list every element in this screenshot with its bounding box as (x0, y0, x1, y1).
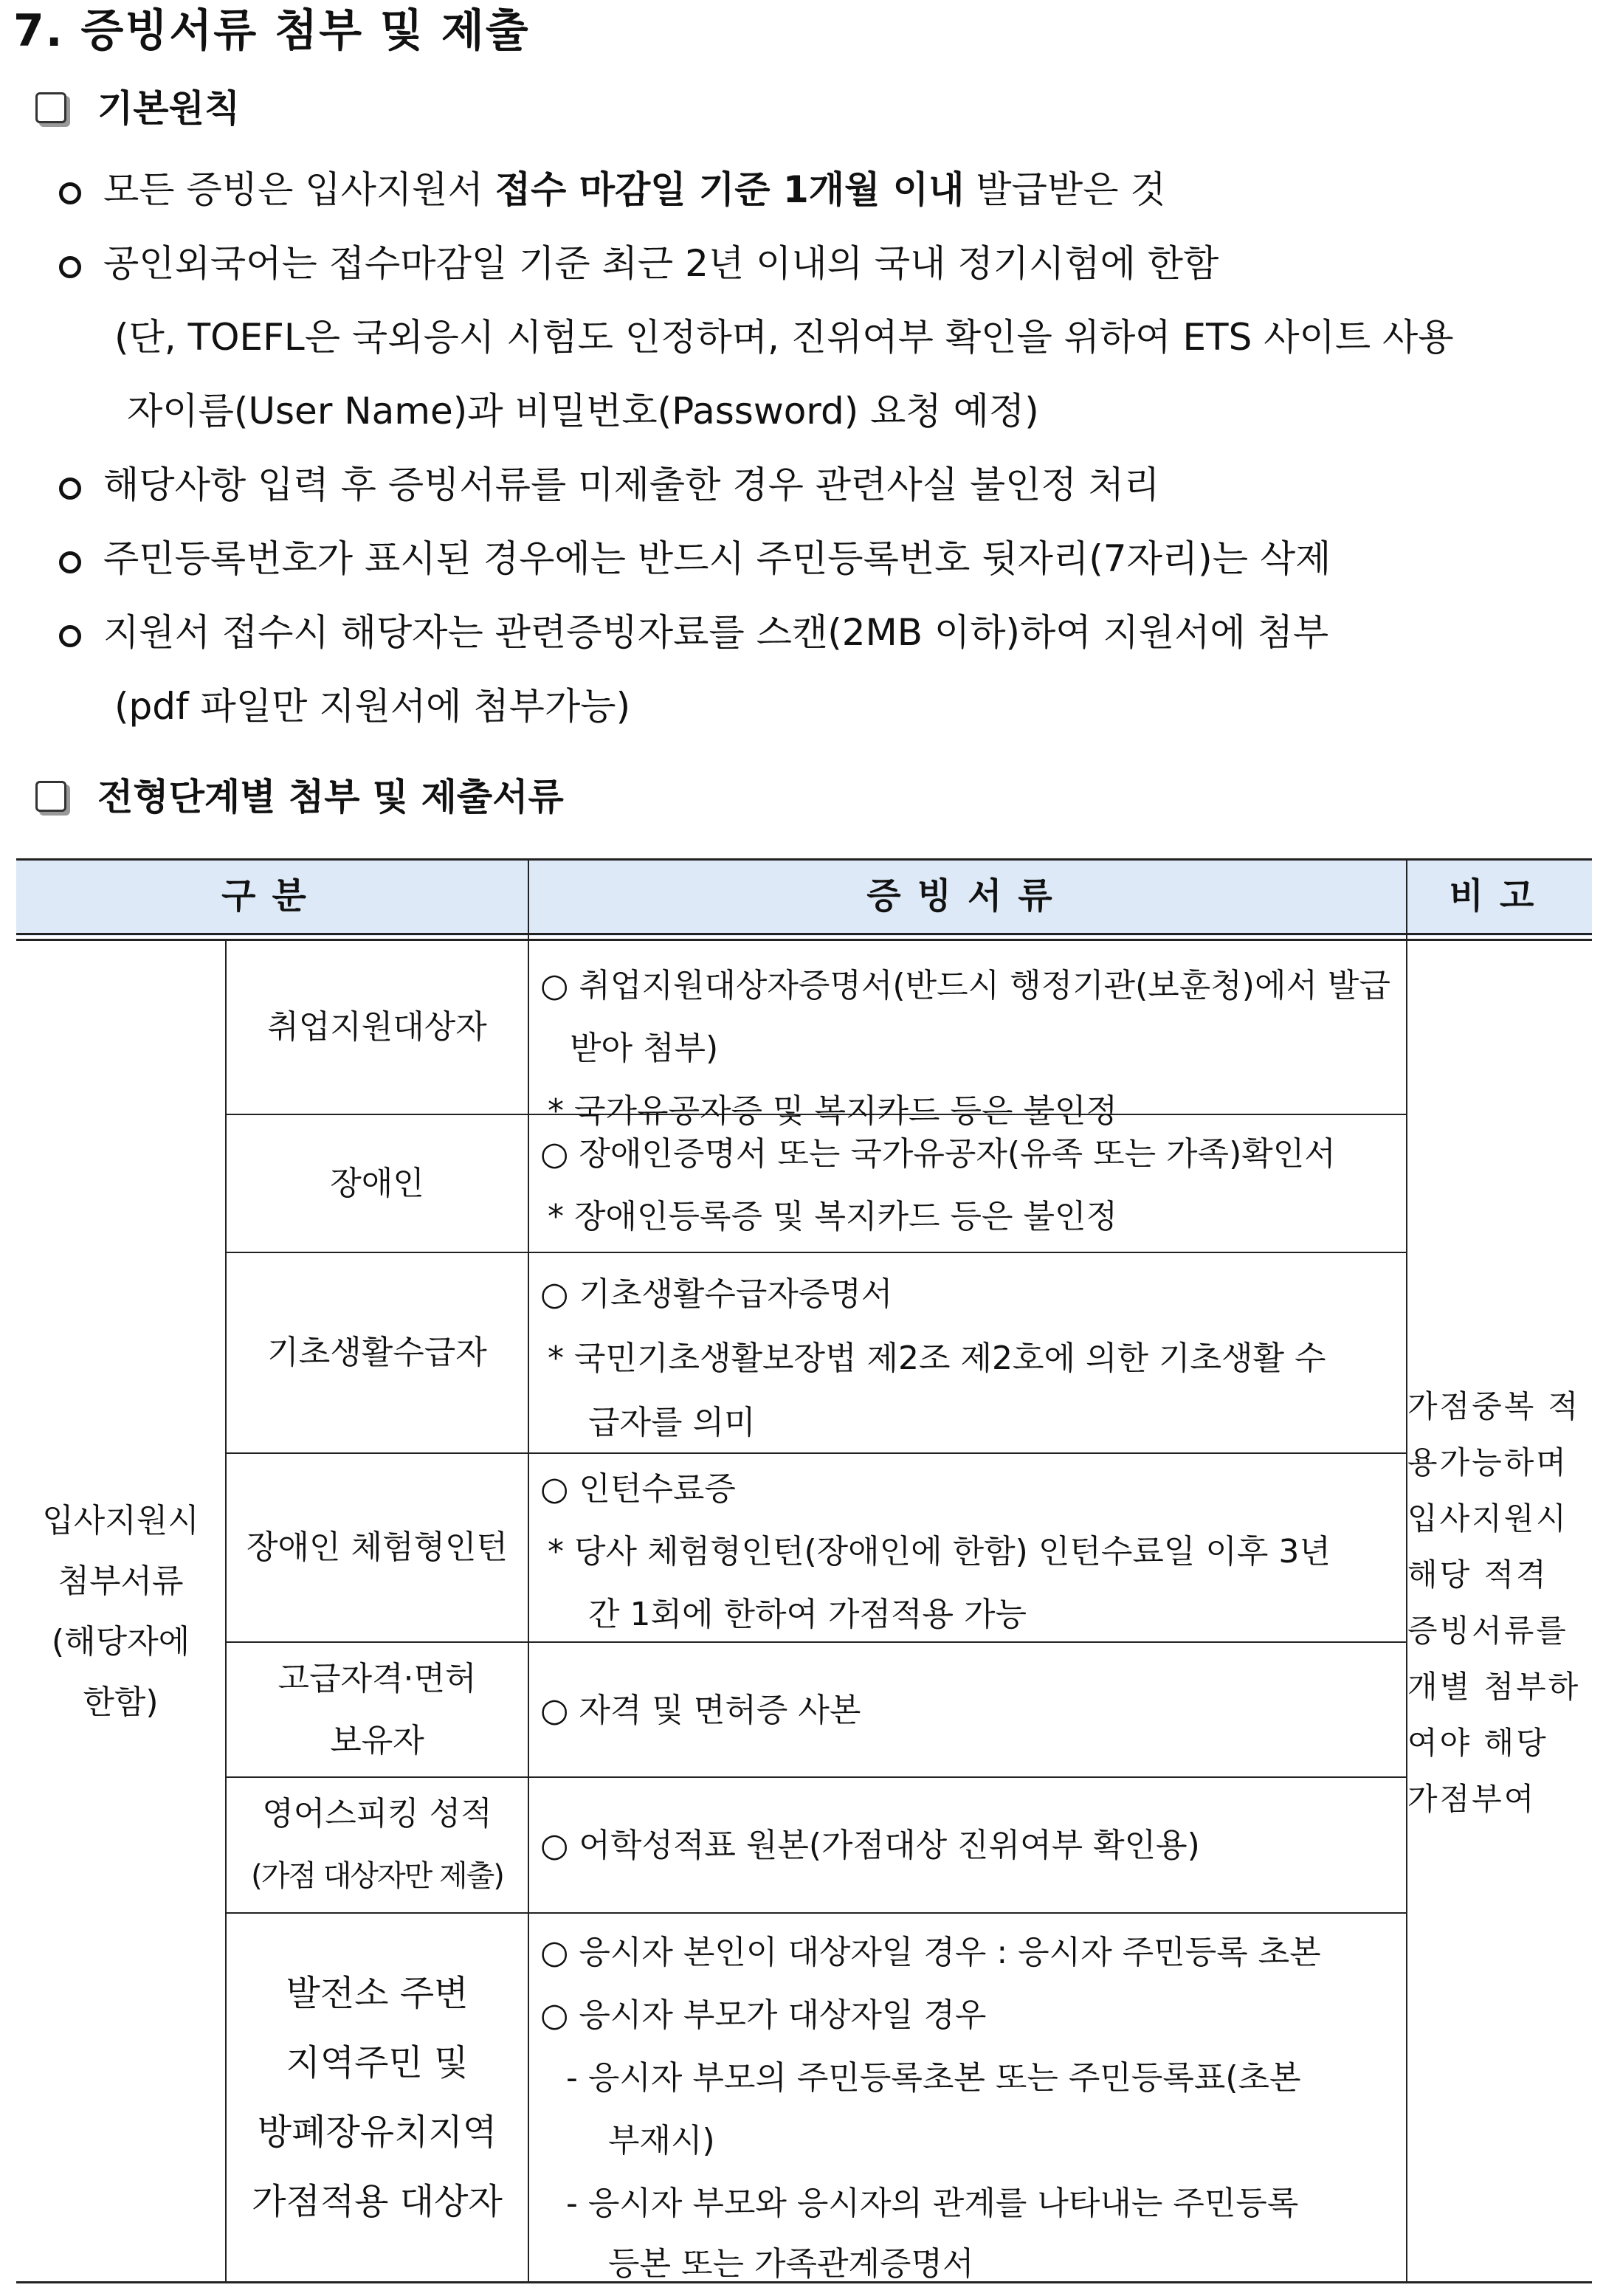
category-cell: 장애인 (330, 1164, 424, 1202)
doc-line: ○ 응시자 부모가 대상자일 경우 (540, 1996, 987, 2034)
bullet-item-resident-number: 주민등록번호가 표시된 경우에는 반드시 주민등록번호 뒷자리(7자리)는 삭제 (59, 533, 1331, 585)
doc-line: 간 1회에 한하여 가점적용 가능 (588, 1596, 1027, 1633)
doc-line: 받아 첨부) (570, 1030, 719, 1067)
documents-table (16, 858, 1592, 2286)
category-cell: 장애인 체험형인턴 (246, 1528, 509, 1566)
category-cell: 영어스피킹 성적 (가점 대상자만 제출) (251, 1795, 503, 1893)
category-cell: 발전소 주변 지역주민 및 방폐장유치지역 가점적용 대상자 (252, 1973, 503, 2222)
doc-line: * 국민기초생활보장법 제2조 제2호에 의한 기초생활 수 (548, 1340, 1326, 1377)
circle-bullet-icon (59, 256, 81, 278)
doc-line: ○ 장애인증명서 또는 국가유공자(유족 또는 가족)확인서 (540, 1135, 1336, 1173)
doc-line: ○ 기초생활수급자증명서 (540, 1275, 893, 1313)
category-cell: 고급자격·면허 보유자 (278, 1659, 477, 1759)
header-remarks: 비고 (1449, 875, 1551, 917)
circle-bullet-icon (59, 551, 81, 573)
category-cell: 기초생활수급자 (267, 1334, 487, 1371)
doc-line: - 응시자 부모와 응시자의 관계를 나타내는 주민등록 (566, 2185, 1299, 2222)
bullet-item-scan: 지원서 접수시 해당자는 관련증빙자료를 스캔(2MB 이하)하여 지원서에 첨부 (59, 607, 1328, 658)
bullet-continuation-ets: 자이름(User Name)과 비밀번호(Password) 요청 예정) (127, 390, 1039, 432)
doc-line: 등본 또는 가족관계증명서 (608, 2245, 974, 2283)
doc-line: ○ 인턴수료증 (540, 1470, 736, 1508)
column-divider (528, 858, 529, 2283)
circle-bullet-icon (59, 625, 81, 647)
checkbox-square-icon (35, 781, 66, 812)
group-label: 입사지원시 첨부서류 (해당자에 한함) (42, 1501, 199, 1721)
header-category: 구분 (221, 875, 323, 917)
bullet-item-issue-date: 모든 증빙은 입사지원서 접수 마감일 기준 1개월 이내 발급받은 것 (59, 164, 1166, 216)
doc-line: - 응시자 부모의 주민등록초본 또는 주민등록표(초본 (566, 2059, 1301, 2097)
remark-cell: 가점중복 적 용가능하며 입사지원시 해당 적격 증빙서류를 개별 첨부하 여야 해당 가점부여 (1407, 1388, 1581, 1817)
doc-line: 급자를 의미 (588, 1404, 756, 1441)
doc-line: ○ 자격 및 면허증 사본 (540, 1692, 861, 1729)
circle-bullet-icon (59, 182, 81, 204)
checkbox-square-icon (35, 92, 66, 123)
bullet-continuation-pdf: (pdf 파일만 지원서에 첨부가능) (114, 685, 631, 728)
bullet-continuation-toefl: (단, TOEFL은 국외응시 시험도 인정하며, 진위여부 확인을 위하여 ETS 사이트 사용 (114, 316, 1454, 359)
page-title: 7. 증빙서류 첨부 및 제출 (13, 5, 530, 57)
category-cell: 취업지원대상자 (267, 1008, 487, 1046)
header-documents: 증빙서류 (866, 875, 1069, 917)
bullet-item-unsubmitted: 해당사항 입력 후 증빙서류를 미제출한 경우 관련사실 불인정 처리 (59, 459, 1159, 511)
doc-line: 부재시) (608, 2122, 715, 2159)
circle-bullet-icon (59, 478, 81, 500)
doc-line: * 당사 체험형인턴(장애인에 한함) 인턴수료일 이후 3년 (548, 1533, 1331, 1571)
bullet-item-language: 공인외국어는 접수마감일 기준 최근 2년 이내의 국내 정기시험에 한함 (59, 238, 1219, 289)
section-heading-basic-principles: 기본원칙 (97, 87, 241, 130)
section-heading-submission-docs: 전형단계별 첨부 및 제출서류 (97, 776, 564, 818)
doc-line: * 장애인등록증 및 복지카드 등은 불인정 (548, 1198, 1117, 1235)
doc-line: ○ 어학성적표 원본(가점대상 진위여부 확인용) (540, 1827, 1200, 1864)
doc-line: ○ 취업지원대상자증명서(반드시 행정기관(보훈청)에서 발급 (540, 967, 1390, 1004)
doc-line: ○ 응시자 본인이 대상자일 경우 : 응시자 주민등록 초본 (540, 1934, 1321, 1971)
doc-line: * 국가유공자증 및 복지카드 등은 불인정 (548, 1092, 1117, 1130)
